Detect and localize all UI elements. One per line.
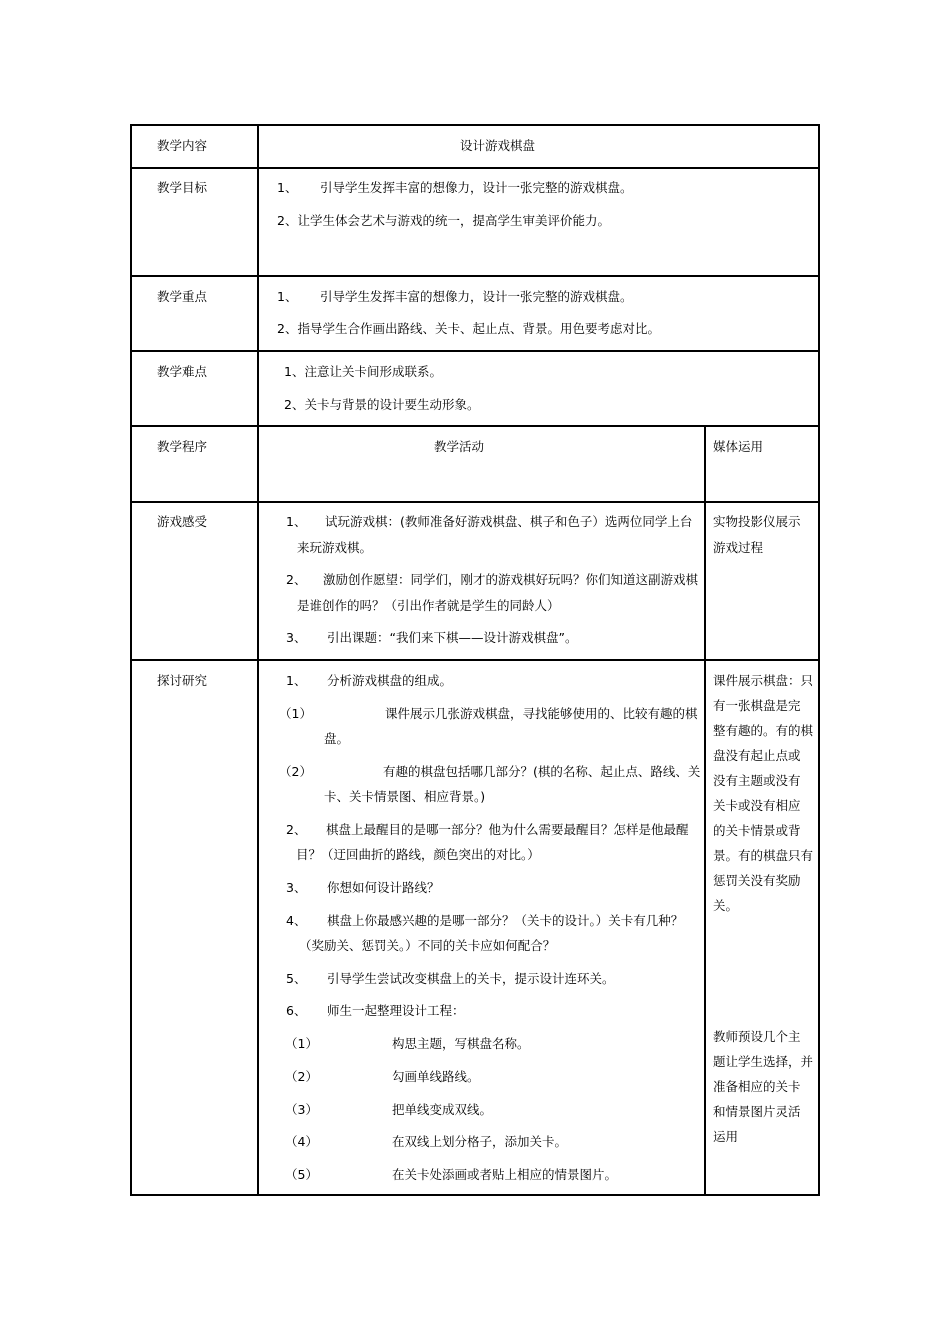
column-divider bbox=[257, 124, 259, 1196]
content-label: 教学内容 bbox=[157, 138, 208, 153]
research-media-line: 课件展示棋盘：只 bbox=[713, 673, 814, 688]
activity-column-header: 教学活动 bbox=[434, 439, 485, 454]
difficulties-label: 教学难点 bbox=[157, 364, 208, 379]
research-media-line: 运用 bbox=[713, 1129, 739, 1144]
column-divider-media bbox=[704, 425, 706, 1196]
procedure-label: 教学程序 bbox=[157, 439, 208, 454]
row-divider bbox=[130, 167, 820, 169]
research-item-text: 勾画单线路线。 bbox=[392, 1069, 480, 1084]
difficulty-item: 2、关卡与背景的设计要生动形象。 bbox=[284, 397, 480, 412]
research-media-line: 题让学生选择，并 bbox=[713, 1054, 814, 1069]
row-divider bbox=[130, 275, 820, 277]
goal-item-number: 1、 bbox=[277, 180, 298, 195]
research-item-number: 3、 bbox=[286, 880, 307, 895]
research-item-text: （奖励关、惩罚关。）不同的关卡应如何配合？ bbox=[299, 938, 556, 953]
research-subitem-number: （1） bbox=[279, 706, 312, 721]
experience-item-number: 1、 bbox=[286, 514, 307, 529]
research-item-text: 卡、关卡情景图、相应背景。) bbox=[324, 789, 486, 804]
research-item-text: 你想如何设计路线？ bbox=[327, 880, 440, 895]
research-media-line: 惩罚关没有奖励 bbox=[713, 873, 801, 888]
experience-media-line: 实物投影仪展示 bbox=[713, 514, 801, 529]
research-item-text: 构思主题，写棋盘名称。 bbox=[392, 1036, 530, 1051]
research-media-line: 和情景图片灵活 bbox=[713, 1104, 801, 1119]
experience-item-text: 来玩游戏棋。 bbox=[297, 540, 373, 555]
research-media-line: 关卡或没有相应 bbox=[713, 798, 801, 813]
media-column-header: 媒体运用 bbox=[713, 439, 764, 454]
lesson-title: 设计游戏棋盘 bbox=[460, 138, 536, 153]
research-media-line: 关。 bbox=[713, 898, 739, 913]
research-item-text: 在双线上划分格子，添加关卡。 bbox=[392, 1134, 568, 1149]
difficulty-item: 1、注意让关卡间形成联系。 bbox=[284, 364, 442, 379]
row-divider bbox=[130, 659, 820, 661]
table-border-bottom bbox=[130, 1194, 820, 1196]
experience-item-text: 激励创作愿望：同学们，刚才的游戏棋好玩吗？你们知道这副游戏棋 bbox=[323, 572, 699, 587]
research-media-line: 整有趣的。有的棋 bbox=[713, 723, 814, 738]
goal-item-text: 引导学生发挥丰富的想像力，设计一张完整的游戏棋盘。 bbox=[320, 180, 633, 195]
research-subitem-number: （3） bbox=[285, 1102, 318, 1117]
experience-label: 游戏感受 bbox=[157, 514, 208, 529]
research-item-text: 师生一起整理设计工程： bbox=[327, 1003, 465, 1018]
research-item-number: 6、 bbox=[286, 1003, 307, 1018]
research-item-text: 棋盘上最醒目的是哪一部分？他为什么需要最醒目？怎样是他最醒 bbox=[326, 822, 689, 837]
experience-item-number: 3、 bbox=[286, 630, 307, 645]
research-item-text: 分析游戏棋盘的组成。 bbox=[327, 673, 453, 688]
research-subitem-number: （4） bbox=[285, 1134, 318, 1149]
research-item-text: 引导学生尝试改变棋盘上的关卡，提示设计连环关。 bbox=[327, 971, 615, 986]
goals-label: 教学目标 bbox=[157, 180, 208, 195]
research-subitem-number: （2） bbox=[285, 1069, 318, 1084]
experience-item-number: 2、 bbox=[286, 572, 307, 587]
research-media-line: 的关卡情景或背 bbox=[713, 823, 801, 838]
table-border-left bbox=[130, 124, 132, 1196]
research-media-line: 景。有的棋盘只有 bbox=[713, 848, 814, 863]
research-media-line: 没有主题或没有 bbox=[713, 773, 801, 788]
research-label: 探讨研究 bbox=[157, 673, 208, 688]
research-media-line: 教师预设几个主 bbox=[713, 1029, 801, 1044]
experience-item-text: 引出课题：“我们来下棋——设计游戏棋盘”。 bbox=[327, 630, 578, 645]
research-subitem-number: （1） bbox=[285, 1036, 318, 1051]
research-item-text: 有趣的棋盘包括哪几部分？(棋的名称、起止点、路线、关 bbox=[383, 764, 701, 779]
key-point-number: 1、 bbox=[277, 289, 298, 304]
key-points-label: 教学重点 bbox=[157, 289, 208, 304]
row-divider bbox=[130, 501, 820, 503]
research-item-text: 目？（迂回曲折的路线，颜色突出的对比。） bbox=[296, 847, 540, 862]
experience-item-text: 试玩游戏棋：(教师准备好游戏棋盘、棋子和色子）选两位同学上台 bbox=[325, 514, 693, 529]
research-subitem-number: （5） bbox=[285, 1167, 318, 1182]
research-subitem-number: （2） bbox=[279, 764, 312, 779]
table-border-right bbox=[818, 124, 820, 1196]
research-item-text: 棋盘上你最感兴趣的是哪一部分？（关卡的设计。）关卡有几种？ bbox=[327, 913, 684, 928]
goal-item-text: 2、让学生体会艺术与游戏的统一，提高学生审美评价能力。 bbox=[277, 213, 610, 228]
research-media-line: 准备相应的关卡 bbox=[713, 1079, 801, 1094]
key-point-text: 2、指导学生合作画出路线、关卡、起止点、背景。用色要考虑对比。 bbox=[277, 321, 660, 336]
key-point-text: 引导学生发挥丰富的想像力，设计一张完整的游戏棋盘。 bbox=[320, 289, 633, 304]
experience-media-line: 游戏过程 bbox=[713, 540, 764, 555]
row-divider bbox=[130, 425, 820, 427]
experience-item-text: 是谁创作的吗？（引出作者就是学生的同龄人） bbox=[297, 598, 560, 613]
table-border-top bbox=[130, 124, 820, 126]
row-divider bbox=[130, 350, 820, 352]
research-media-line: 盘没有起止点或 bbox=[713, 748, 801, 763]
research-item-text: 在关卡处添画或者贴上相应的情景图片。 bbox=[392, 1167, 618, 1182]
research-item-number: 5、 bbox=[286, 971, 307, 986]
research-item-text: 课件展示几张游戏棋盘，寻找能够使用的、比较有趣的棋 bbox=[385, 706, 698, 721]
research-item-number: 2、 bbox=[286, 822, 307, 837]
research-item-number: 4、 bbox=[286, 913, 307, 928]
research-item-text: 盘。 bbox=[324, 731, 350, 746]
research-item-number: 1、 bbox=[286, 673, 307, 688]
research-item-text: 把单线变成双线。 bbox=[392, 1102, 493, 1117]
research-media-line: 有一张棋盘是完 bbox=[713, 698, 801, 713]
